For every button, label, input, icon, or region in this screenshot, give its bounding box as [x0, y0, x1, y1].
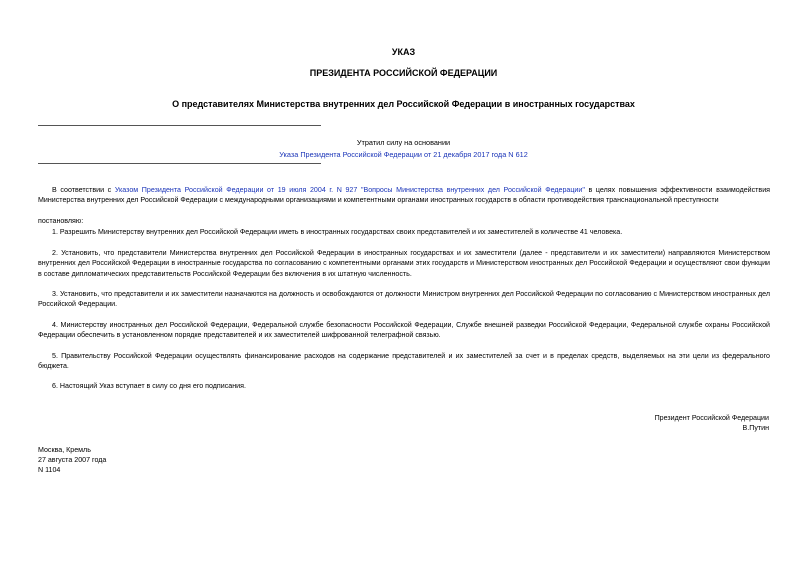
status-link[interactable]: Указа Президента Российской Федерации от 21 декабря 2017 года N 612: [279, 150, 528, 159]
decree-word: постановляю:: [38, 217, 84, 225]
item-4: 4. Министерству иностранных дел Российской Федерации, Федеральной службе безопасности Российской Федерации, Службе внешней разведки Российской Федерации, Федеральной службе охраны Российской Федерации обеспечить в установленном порядке представителей и их заместителей шифрованной телеграфной связью.: [38, 321, 770, 340]
preamble-link[interactable]: Указом Президента Российской Федерации от 19 июля 2004 г. N 927 "Вопросы Министерства внутренних дел Российской Федерации": [114, 186, 585, 194]
place-location: Москва, Кремль: [38, 446, 91, 454]
divider-bottom: [38, 163, 321, 164]
preamble-paragraph: [38, 185, 770, 206]
preamble-suffix: в целях повышения эффективности взаимодействия Министерства внутренних дел Российской Федерации с международными организациями и компетентными органами иностранных государств в области противодействия транснациональной преступности: [38, 186, 771, 205]
signature-name: В.Путин: [742, 424, 769, 432]
status-note: Утратил силу на основании: [356, 138, 451, 147]
preamble-prefix: В соответствии с: [52, 186, 115, 194]
document-type-heading: УКАЗ: [391, 47, 416, 57]
item-3: 3. Установить, что представители и их заместители назначаются на должность и освобождаются от должности Министром внутренних дел Российской Федерации по согласованию с Министерством иностранных дел Российской Федерации.: [38, 290, 770, 309]
divider-top: [38, 125, 321, 126]
authority-heading: ПРЕЗИДЕНТА РОССИЙСКОЙ ФЕДЕРАЦИИ: [309, 68, 498, 78]
item-5: 5. Правительству Российской Федерации осуществлять финансирование расходов на содержание представителей и их заместителей за счет и в пределах средств, выделяемых на эти цели из федерального бюджета.: [38, 352, 770, 371]
place-date: 27 августа 2007 года: [38, 456, 107, 464]
document-number: N 1104: [38, 466, 61, 474]
document-subject-title: О представителях Министерства внутренних дел Российской Федерации в иностранных государствах: [172, 99, 635, 109]
item-1: 1. Разрешить Министерству внутренних дел Российской Федерации иметь в иностранных государствах своих представителей и их заместителей в количестве 41 человека.: [52, 228, 623, 236]
signature-title: Президент Российской Федерации: [654, 414, 769, 422]
item-2: 2. Установить, что представители Министерства внутренних дел Российской Федерации в иностранных государствах и их заместители (далее - представители и их заместители) направляются Министерством внутренних дел Российской Федерации в иностранные государства по согласованию с компетентными органами этих государств и Министерством иностранных дел Российской Федерации и осуществляют свои функции в составе дипломатических представительств Российской Федерации без включения в их штатную численность.: [38, 249, 770, 278]
item-6: 6. Настоящий Указ вступает в силу со дня его подписания.: [52, 382, 246, 390]
